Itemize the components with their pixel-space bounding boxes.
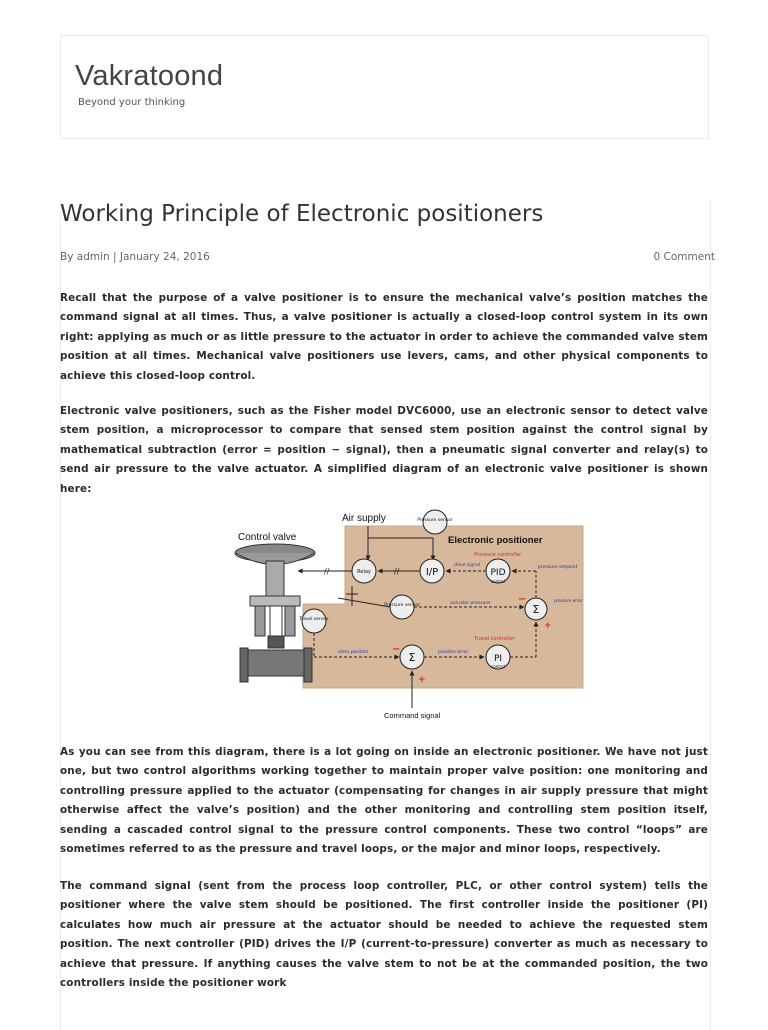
position-minus-sign: − bbox=[392, 644, 401, 655]
pressure-sum-label: Σ bbox=[532, 603, 540, 616]
paragraph-3: As you can see from this diagram, there is a lot going on inside an electronic positioner. We have not just one, but two control algorithms working together to maintain proper valve position: one monitoring and controlling pressure applied to the actuator (compensating for changes in air supply pressure that might otherwise affect the valve’s position) and the other monitoring and controlling stem position itself, sending a cascaded control signal to the pressure control components. These two control “loops” are sometimes referred to as the pressure and travel loops, or the major and minor loops, respectively. bbox=[60, 746, 708, 856]
drive-signal-label: drive signal bbox=[454, 563, 481, 568]
electronic-positioner-diagram bbox=[228, 498, 594, 722]
relay-label: Relay bbox=[357, 569, 371, 575]
article-title: Working Principle of Electronic positioners bbox=[60, 201, 544, 227]
meta-by-label: By bbox=[60, 251, 74, 263]
pressure-minus-sign: − bbox=[518, 594, 527, 605]
ip-label: I/P bbox=[425, 567, 439, 578]
pressure-sensor-top-label: Pressure sensor bbox=[417, 518, 453, 523]
comment-count-link[interactable]: 0 Comment bbox=[653, 251, 715, 263]
paragraph-4: The command signal (sent from the process loop controller, PLC, or other control system) tells the positioner where the valve stem should be positioned. The first controller inside the positioner (PI) calculates how much air pressure at the actuator should be needed to achieve the requested stem position. The next controller (PID) drives the I/P (current-to-pressure) converter as much as necessary to achieve that pressure. If anything causes the valve stem to not be at the commanded position, the two controllers inside the positioner work bbox=[60, 880, 708, 990]
svg-text:control: control bbox=[491, 579, 505, 584]
pi-label: PI bbox=[493, 654, 503, 664]
position-sum-label: Σ bbox=[408, 651, 416, 664]
author-link[interactable]: admin bbox=[76, 251, 110, 263]
electronic-positioner-label: Electronic positioner bbox=[448, 535, 543, 546]
slashes-1: // bbox=[394, 567, 400, 576]
travel-sensor-label: Travel sensor bbox=[299, 617, 329, 622]
pressure-controller-label: Pressure controller bbox=[474, 552, 522, 558]
svg-text:control: control bbox=[491, 664, 505, 669]
paragraph-1: Recall that the purpose of a valve positioner is to ensure the mechanical valve’s position matches the command signal at all times. Thus, a valve positioner is actually a closed-loop control system in its own right: applying as much or as little pressure to the actuator in order to achieve the commanded valve stem position at all times. Mechanical valve positioners use levers, cams, and other physical components to achieve this closed-loop control. bbox=[60, 292, 708, 382]
stem-position-label: stem position bbox=[338, 650, 369, 655]
travel-controller-label: Travel controller bbox=[474, 636, 515, 642]
position-plus-sign: + bbox=[418, 675, 426, 685]
paragraph-2: Electronic valve positioners, such as the Fisher model DVC6000, use an electronic sensor to detect valve stem position, a microprocessor to compare that sensed stem position against the control signal by mathematical subtraction (error = position − signal), then a pneumatic signal converter and relay(s) to send air pressure to the valve actuator. A simplified diagram of an electronic valve positioner is shown here: bbox=[60, 405, 708, 495]
command-signal-label: Command signal bbox=[384, 711, 441, 720]
slashes-2: // bbox=[324, 567, 330, 576]
position-error-label: position error bbox=[438, 650, 469, 655]
air-supply-label: Air supply bbox=[342, 513, 386, 524]
site-header bbox=[60, 35, 709, 139]
site-tagline: Beyond your thinking bbox=[78, 97, 186, 108]
pressure-error-label: pressure error bbox=[554, 598, 583, 603]
post-date-link[interactable]: January 24, 2016 bbox=[119, 251, 210, 263]
control-valve-label: Control valve bbox=[238, 532, 297, 543]
pid-label: PID bbox=[490, 568, 506, 578]
pressure-plus-sign: + bbox=[544, 621, 552, 631]
post-meta bbox=[60, 251, 210, 263]
pressure-sensor-mid-label: Pressure sensor bbox=[384, 603, 420, 608]
site-title[interactable]: Vakratoond bbox=[75, 60, 224, 92]
actuator-pressure-label: actuator pressure bbox=[450, 601, 491, 606]
pressure-setpoint-label: pressure setpoint bbox=[538, 565, 578, 570]
meta-separator: | bbox=[113, 251, 117, 263]
